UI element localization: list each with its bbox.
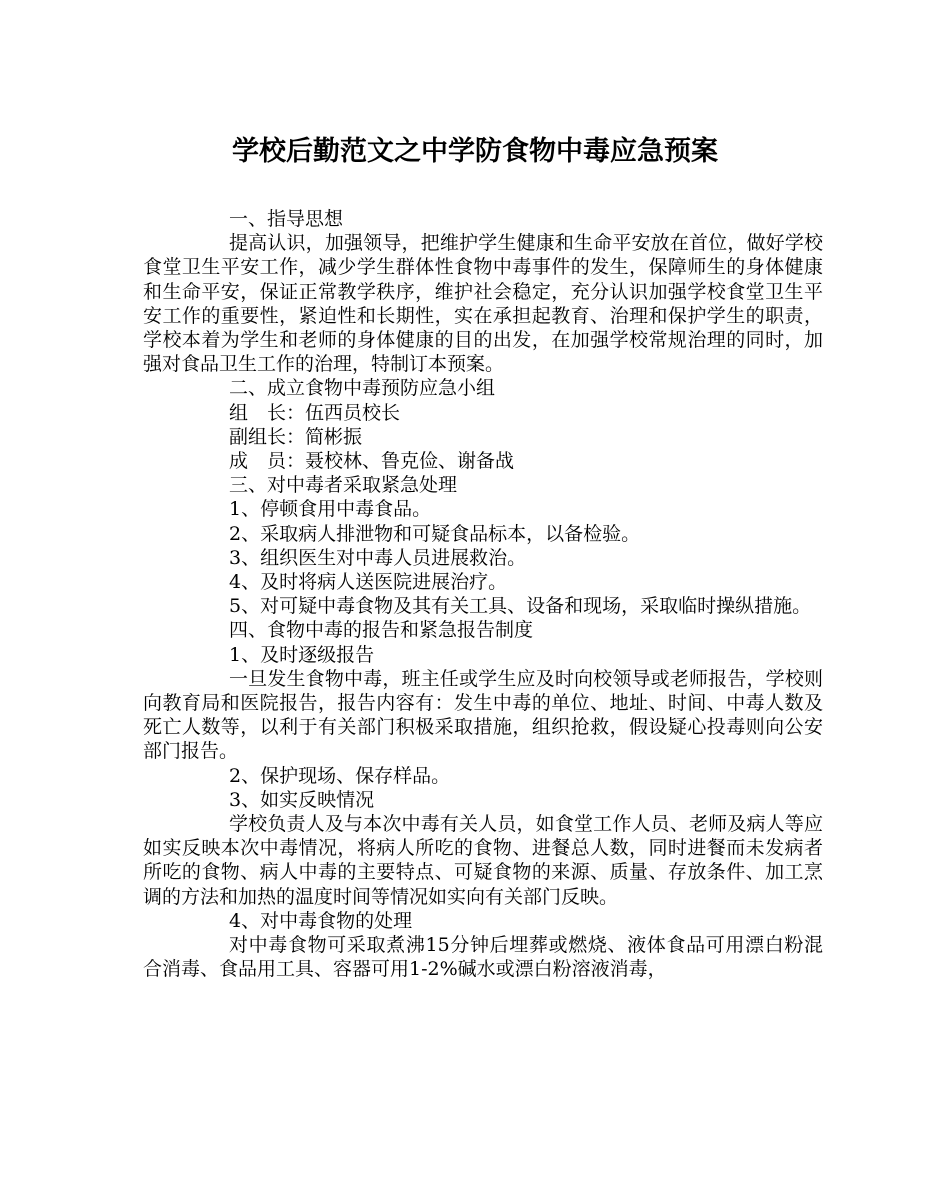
group-members-line: 成 员：聂校林、鲁克俭、谢备战 [229, 450, 515, 473]
document-body [143, 207, 823, 982]
treatment-step-3: 3、组织医生对中毒人员进展救治。 [229, 546, 527, 569]
group-leader-line: 组 长：伍西员校长 [229, 401, 401, 424]
subheading-report-truthfully: 3、如实反映情况 [229, 788, 375, 811]
treatment-step-5: 5、对可疑中毒食物及其有关工具、设备和现场，采取临时操纵措施。 [229, 595, 812, 618]
subheading-report-level-by-level: 1、及时逐级报告 [229, 643, 375, 666]
deputy-leader-line: 副组长：简彬振 [229, 425, 363, 448]
paragraph-guiding-ideology: 提高认识，加强领导，把维护学生健康和生命平安放在首位，做好学校食堂卫生平安工作，减少学生群体性食物中毒事件的发生，保障师生的身体健康和生命平安，保证正常教学秩序，维护社会稳定，充分认识加强学校食堂卫生平安工作的重要性，紧迫性和长期性，实在承担起教育、治理和保护学生的职责，学校本着为学生和老师的身体健康的目的出发，在加强学校常规治理的同时，加强对食品卫生工作的治理，特制订本预案。 [143, 232, 823, 376]
paragraph-report-procedure: 一旦发生食物中毒，班主任或学生应及时向校领导或老师报告，学校则向教育局和医院报告，报告内容有：发生中毒的单位、地址、时间、中毒人数及死亡人数等，以利于有关部门积极采取措施，组织抢救，假设疑心投毒则向公安部门报告。 [143, 667, 823, 763]
treatment-step-1: 1、停顿食用中毒食品。 [229, 498, 432, 521]
subheading-protect-scene: 2、保护现场、保存样品。 [229, 764, 451, 787]
document-title: 学校后勤范文之中学防食物中毒应急预案 [232, 136, 718, 167]
section-heading-emergency-treatment: 三、对中毒者采取紧急处理 [229, 474, 458, 497]
paragraph-handle-poisoned-food: 对中毒食物可采取煮沸15分钟后埋葬或燃烧、液体食品可用漂白粉混合消毒、食品用工具、容器可用1-2%碱水或漂白粉溶液消毒， [143, 934, 823, 981]
section-heading-guiding-ideology: 一、指导思想 [229, 208, 344, 230]
section-heading-emergency-group: 二、成立食物中毒预防应急小组 [229, 377, 496, 400]
section-heading-reporting-system: 四、食物中毒的报告和紧急报告制度 [229, 619, 534, 642]
paragraph-report-truthfully: 学校负责人及与本次中毒有关人员，如食堂工作人员、老师及病人等应如实反映本次中毒情况，将病人所吃的食物、进餐总人数，同时进餐而未发病者所吃的食物、病人中毒的主要特点、可疑食物的来源、质量、存放条件、加工烹调的方法和加热的温度时间等情况如实向有关部门反映。 [143, 813, 823, 908]
treatment-step-2: 2、采取病人排泄物和可疑食品标本，以备检验。 [229, 522, 641, 545]
subheading-handle-poisoned-food: 4、对中毒食物的处理 [229, 909, 413, 932]
treatment-step-4: 4、及时将病人送医院进展治疗。 [229, 571, 508, 594]
